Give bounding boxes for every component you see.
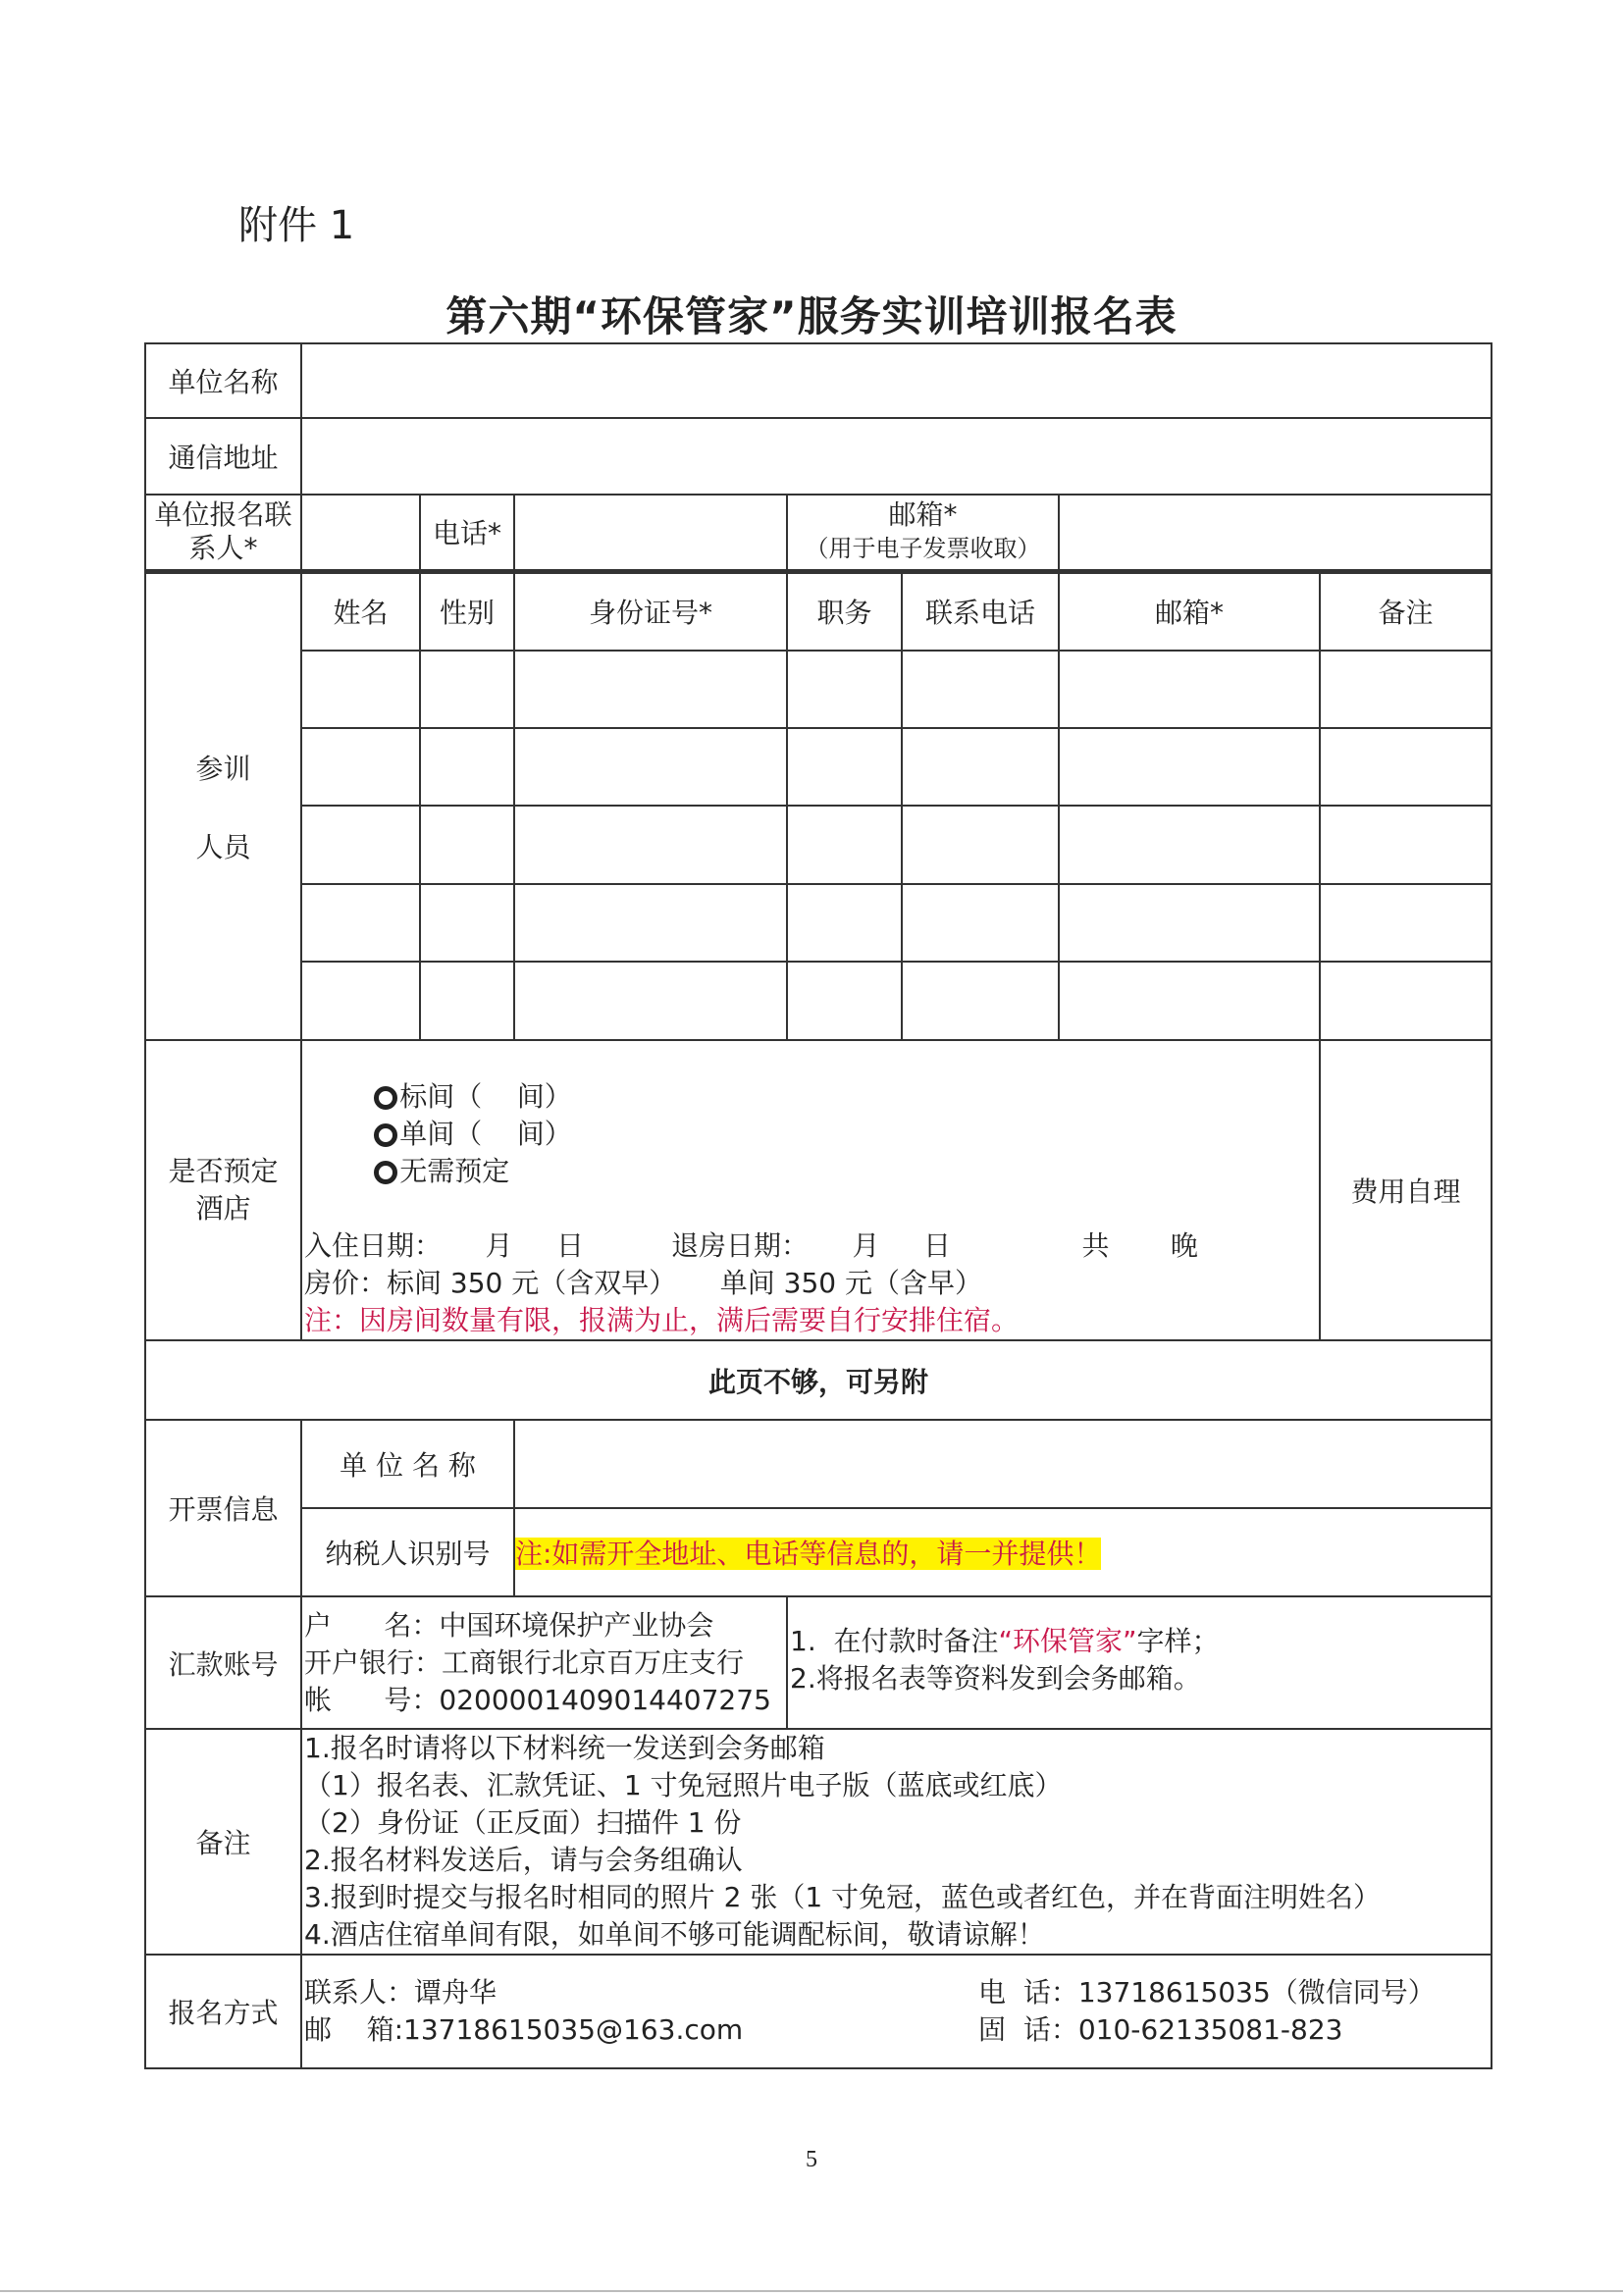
unit-name-label: 单位名称 — [145, 343, 301, 418]
header-remarks: 备注 — [1320, 571, 1492, 651]
signup-details — [301, 1955, 1492, 2068]
table-row — [145, 728, 1492, 806]
hotel-dates: 入住日期： 月 日 退房日期： 月 日 共 晚 — [304, 1229, 1198, 1262]
email-field[interactable] — [1059, 495, 1492, 571]
remark-line: 4.酒店住宿单间有限，如单间不够可能调配标间，敬请谅解！ — [304, 1918, 1045, 1951]
signup-landline: 固 话：010-62135081-823 — [978, 2013, 1343, 2046]
email-label-text: 邮箱* — [888, 498, 958, 532]
cell[interactable] — [1320, 651, 1492, 728]
hotel-price: 房价：标间 350 元（含双早） 单间 350 元（含早） — [304, 1267, 982, 1299]
invoice-unit-label: 单 位 名 称 — [301, 1420, 514, 1508]
cell[interactable] — [301, 884, 420, 962]
remit-note-1-end: 字样； — [1136, 1625, 1220, 1657]
email-label — [787, 495, 1059, 571]
remit-note-2: 2.将报名表等资料发到会务邮箱。 — [790, 1662, 1201, 1695]
table-row — [145, 806, 1492, 884]
cell[interactable] — [1320, 728, 1492, 806]
remit-account: 帐 号：0200001409014407275 — [304, 1683, 771, 1716]
cell[interactable] — [420, 806, 514, 884]
cell[interactable] — [301, 806, 420, 884]
cell[interactable] — [1059, 651, 1320, 728]
cell[interactable] — [1320, 962, 1492, 1040]
header-name: 姓名 — [301, 571, 420, 651]
cell[interactable] — [1059, 806, 1320, 884]
cell[interactable] — [902, 806, 1059, 884]
option-single[interactable] — [374, 1118, 572, 1150]
tax-id-label: 纳税人识别号 — [301, 1508, 514, 1596]
address-label: 通信地址 — [145, 418, 301, 495]
participants-label — [145, 571, 301, 1040]
cell[interactable] — [1320, 884, 1492, 962]
cell[interactable] — [787, 962, 902, 1040]
cell[interactable] — [787, 806, 902, 884]
radio-icon — [374, 1161, 397, 1184]
hotel-fee: 费用自理 — [1320, 1040, 1492, 1340]
remark-line: 2.报名材料发送后，请与会务组确认 — [304, 1844, 743, 1876]
cell[interactable] — [902, 728, 1059, 806]
cell[interactable] — [301, 728, 420, 806]
participants-label-2: 人员 — [195, 830, 251, 863]
cell[interactable] — [787, 651, 902, 728]
header-phone: 联系电话 — [902, 571, 1059, 651]
cell[interactable] — [514, 651, 787, 728]
cell[interactable] — [301, 651, 420, 728]
remarks-list — [301, 1729, 1492, 1955]
header-gender: 性别 — [420, 571, 514, 651]
hotel-note: 注：因房间数量有限，报满为止，满后需要自行安排住宿。 — [304, 1304, 1020, 1336]
signup-email[interactable]: 邮 箱:13718615035@163.com — [304, 2013, 744, 2046]
signup-phone: 电 话：13718615035（微信同号） — [978, 1976, 1436, 2009]
remit-note-1: 1. 在付款时备注 — [790, 1625, 999, 1657]
registration-form — [144, 342, 1492, 2069]
header-id: 身份证号* — [514, 571, 787, 651]
cell[interactable] — [420, 884, 514, 962]
tax-id-field[interactable] — [514, 1508, 1492, 1596]
phone-field[interactable] — [514, 495, 787, 571]
cell[interactable] — [902, 651, 1059, 728]
contact-label: 单位报名联系人* — [145, 495, 301, 571]
remark-line: （1）报名表、汇款凭证、1 寸免冠照片电子版（蓝底或红底） — [304, 1769, 1063, 1801]
radio-icon — [374, 1086, 397, 1110]
radio-icon — [374, 1123, 397, 1147]
cell[interactable] — [514, 728, 787, 806]
cell[interactable] — [514, 806, 787, 884]
remark-line: 1.报名时请将以下材料统一发送到会务邮箱 — [304, 1732, 825, 1764]
invoice-label: 开票信息 — [145, 1420, 301, 1596]
invoice-unit-field[interactable] — [514, 1420, 1492, 1508]
table-row — [145, 884, 1492, 962]
cell[interactable] — [420, 962, 514, 1040]
option-none-label: 无需预定 — [399, 1155, 510, 1187]
option-none[interactable] — [374, 1155, 509, 1187]
header-email: 邮箱* — [1059, 571, 1320, 651]
hotel-details — [301, 1040, 1320, 1340]
remit-notes — [787, 1596, 1492, 1729]
contact-field[interactable] — [301, 495, 420, 571]
remit-note-keyword: “环保管家” — [998, 1625, 1137, 1657]
option-twin[interactable] — [374, 1080, 572, 1113]
remit-bank: 开户银行：工商银行北京百万庄支行 — [304, 1645, 745, 1679]
cell[interactable] — [1059, 884, 1320, 962]
cell[interactable] — [514, 884, 787, 962]
cell[interactable] — [301, 962, 420, 1040]
cell[interactable] — [1320, 806, 1492, 884]
cell[interactable] — [1059, 962, 1320, 1040]
remark-line: （2）身份证（正反面）扫描件 1 份 — [304, 1806, 742, 1839]
address-field[interactable] — [301, 418, 1492, 495]
cell[interactable] — [514, 962, 787, 1040]
signup-contact: 联系人：谭舟华 — [304, 1976, 497, 2009]
header-position: 职务 — [787, 571, 902, 651]
cell[interactable] — [787, 728, 902, 806]
remark-line: 3.报到时提交与报名时相同的照片 2 张（1 寸免冠，蓝色或者红色，并在背面注明姓名） — [304, 1881, 1382, 1913]
table-row — [145, 962, 1492, 1040]
cell[interactable] — [420, 651, 514, 728]
remit-details — [301, 1596, 787, 1729]
cell[interactable] — [1059, 728, 1320, 806]
participants-label-1: 参训 — [195, 752, 251, 785]
option-single-label: 单间（ 间） — [399, 1118, 572, 1150]
cell[interactable] — [902, 962, 1059, 1040]
page-edge-line — [0, 2290, 1623, 2292]
attachment-label: 附件 1 — [238, 203, 355, 248]
option-twin-label: 标间（ 间） — [399, 1080, 572, 1113]
signup-label: 报名方式 — [145, 1955, 301, 2068]
email-label-note: （用于电子发票收取） — [805, 535, 1041, 563]
remarks-label: 备注 — [145, 1729, 301, 1955]
remit-label: 汇款账号 — [145, 1596, 301, 1729]
page-number: 5 — [806, 2147, 817, 2172]
hotel-label: 是否预定酒店 — [145, 1040, 301, 1340]
remit-name: 户 名：中国环境保护产业协会 — [304, 1608, 714, 1642]
page-title: 第六期“环保管家”服务实训培训报名表 — [445, 292, 1178, 340]
cell[interactable] — [420, 728, 514, 806]
tax-id-note: 注:如需开全地址、电话等信息的，请一并提供！ — [515, 1538, 1102, 1570]
table-row — [145, 651, 1492, 728]
cell[interactable] — [902, 884, 1059, 962]
unit-name-field[interactable] — [301, 343, 1492, 418]
phone-label: 电话* — [420, 495, 514, 571]
extra-note: 此页不够，可另附 — [145, 1340, 1492, 1420]
cell[interactable] — [787, 884, 902, 962]
